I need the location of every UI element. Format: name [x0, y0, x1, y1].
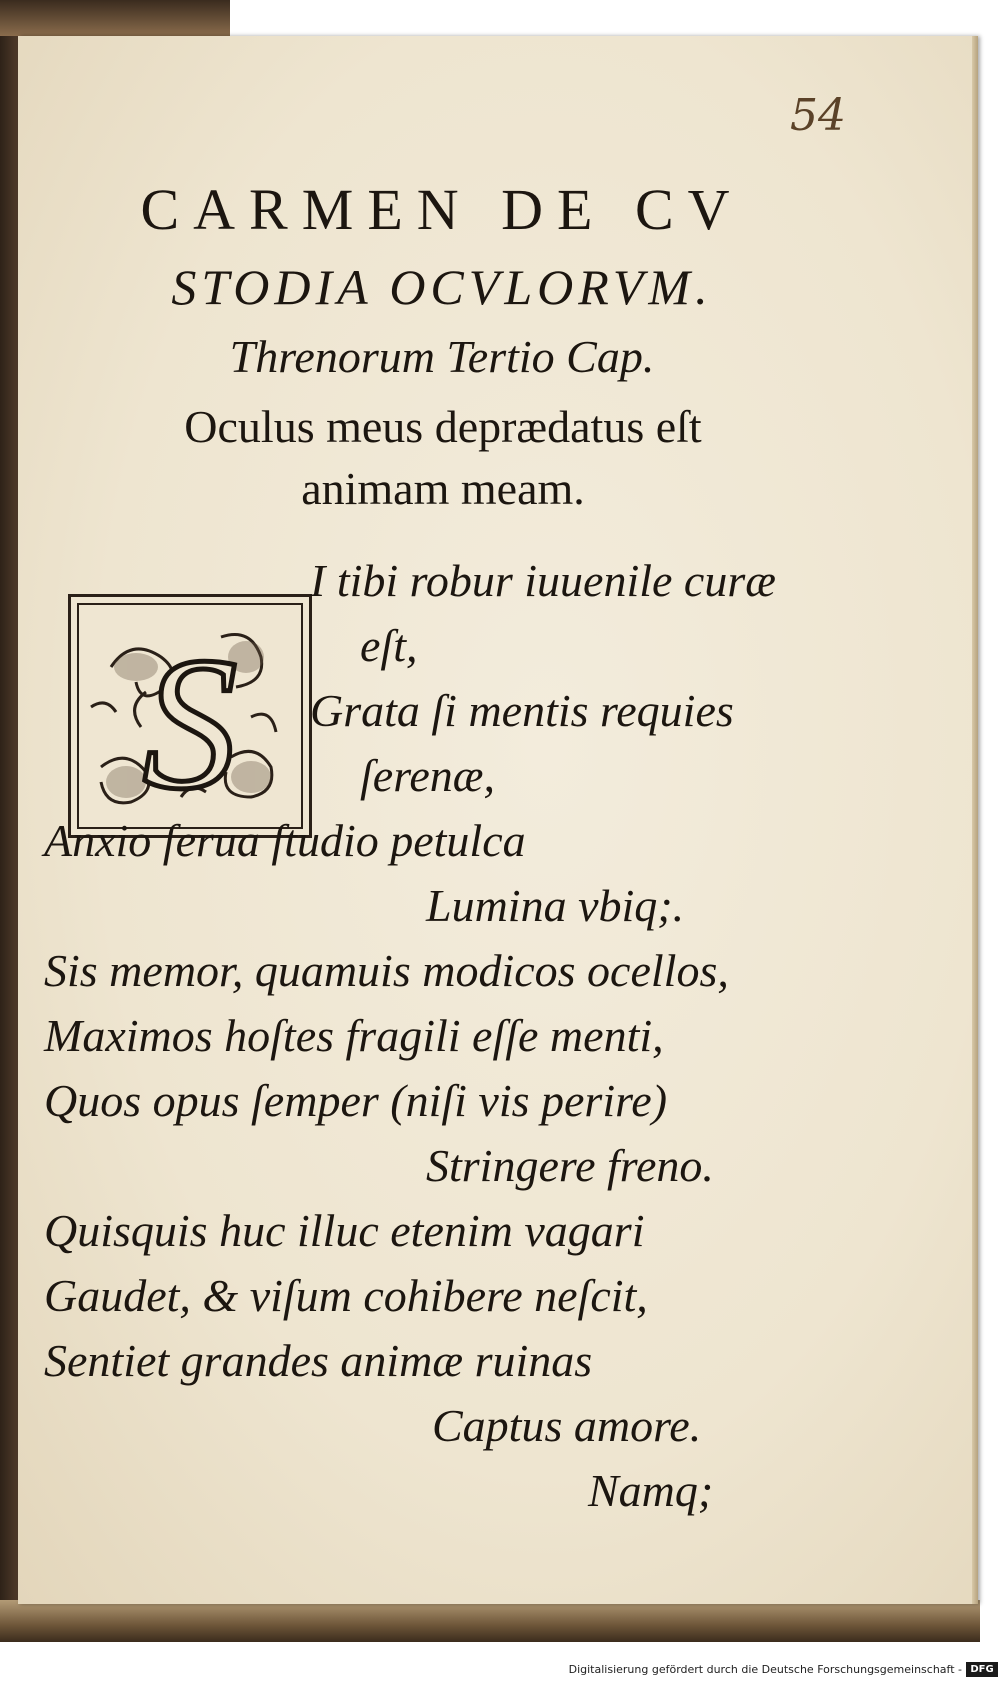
verse-line-4: ſerenæ, [360, 750, 495, 801]
verse-line-6: Lumina vbiq;. [426, 880, 685, 931]
verse-line-11: Quisquis huc illuc etenim vagari [44, 1205, 645, 1256]
decorated-initial-s [68, 594, 312, 838]
verse-line-7: Sis memor, quamuis modicos ocellos, [44, 945, 729, 996]
page-edge [972, 36, 978, 1604]
initial-letter: S [142, 619, 238, 829]
verse-line-3: Grata ſi mentis requies [310, 685, 734, 736]
floral-ornament-icon [71, 597, 309, 835]
book-spine-bottom [0, 1600, 980, 1642]
heading-line-2: STODIA OCVLORVM. [171, 259, 713, 315]
epigraph-line-1: Oculus meus deprædatus eſt [184, 401, 702, 452]
verse-line-9: Quos opus ſemper (niſi vis perire) [44, 1075, 668, 1126]
verse-line-8: Maximos hoſtes fragili eſſe menti, [44, 1010, 664, 1061]
subtitle: Threnorum Tertio Cap. [229, 331, 655, 382]
epigraph-line-2: animam meam. [301, 463, 585, 514]
footer-bar [0, 1660, 1000, 1681]
verse-line-10: Stringere freno. [426, 1140, 714, 1191]
heading-line-1: CARMEN DE CV [140, 177, 744, 242]
funding-credit: Digitalisierung gefördert durch die Deutsche Forschungsgemeinschaft - [568, 1663, 962, 1676]
catchword: Namq; [588, 1465, 714, 1516]
book-page [18, 36, 978, 1604]
verse-line-1: I tibi robur iuuenile curæ [310, 555, 776, 606]
dfg-logo: DFG [966, 1662, 998, 1677]
verse-line-14: Captus amore. [432, 1400, 702, 1451]
verse-line-12: Gaudet, & viſum cohibere neſcit, [44, 1270, 648, 1321]
verse-line-5: Anxio ſerua ſtudio petulca [44, 815, 526, 866]
verse-line-2: eſt, [360, 620, 418, 671]
folio-number: 54 [790, 90, 846, 141]
verse-line-13: Sentiet grandes animæ ruinas [44, 1335, 593, 1386]
epigraph [78, 396, 808, 520]
book-spine-top [0, 0, 230, 36]
